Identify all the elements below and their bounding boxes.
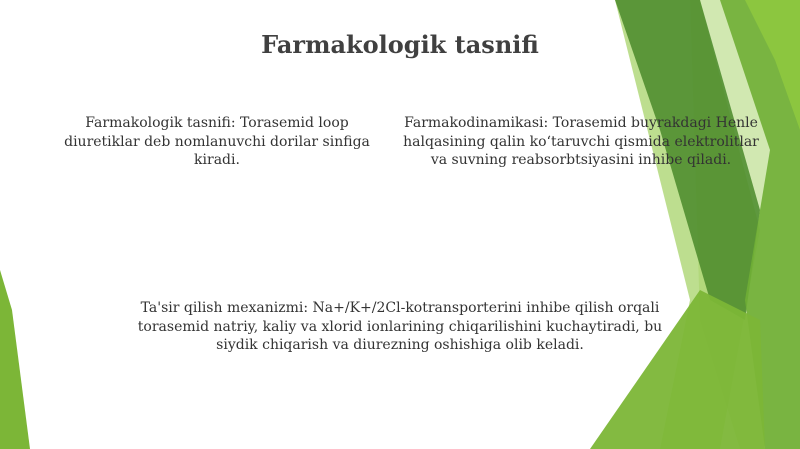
classification-text: Farmakologik tasnifi: Torasemid loop diuretiklar deb nomlanuvchi dorilar sinfiga kiradi. xyxy=(64,115,370,168)
mechanism-text: Ta'sir qilish mexanizmi: Na+/K+/2Cl-kotransporterini inhibe qilish orqali torasemid natriy, kaliy va xlorid ionlarining chiqarilishini kuchaytiradi, bu siydik chiqarish va diurezning oshishiga olib keladi. xyxy=(137,300,663,353)
pharmacodynamics-text: Farmakodinamikasi: Torasemid buyrakdagi Henle halqasining qalin ko‘taruvchi qismida elektrolitlar va suvning reabsorbtsiyasini inhibe qiladi. xyxy=(403,115,759,168)
slide-title: Farmakologik tasnifi xyxy=(261,30,539,59)
left-edge-facet xyxy=(0,270,30,449)
